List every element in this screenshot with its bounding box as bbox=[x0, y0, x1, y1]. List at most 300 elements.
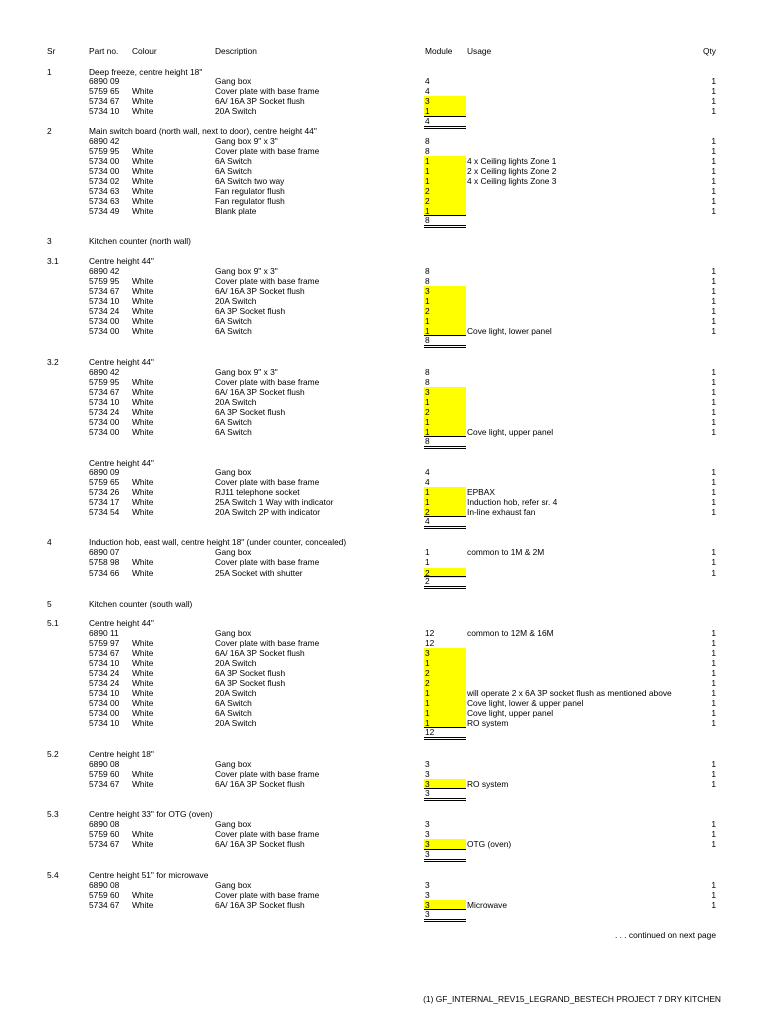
colour-cell: White bbox=[132, 769, 154, 779]
part-number: 5734 17 bbox=[89, 497, 120, 507]
module-cell: 2 bbox=[425, 568, 430, 578]
qty-cell: 1 bbox=[711, 839, 716, 849]
colour-cell: White bbox=[132, 196, 154, 206]
continued-note: . . . continued on next page bbox=[614, 930, 716, 940]
qty-cell: 1 bbox=[711, 96, 716, 106]
description-cell: Cover plate with base frame bbox=[215, 146, 320, 156]
usage-cell: EPBAX bbox=[467, 487, 495, 497]
part-number: 6890 08 bbox=[89, 880, 120, 890]
total-double-underline bbox=[424, 526, 466, 529]
section-title: Centre height 44" bbox=[89, 256, 154, 266]
module-cell: 3 bbox=[425, 819, 430, 829]
header-usage: Usage bbox=[467, 46, 492, 56]
module-cell: 1 bbox=[425, 326, 430, 336]
module-cell: 8 bbox=[425, 377, 430, 387]
qty-cell: 1 bbox=[711, 316, 716, 326]
module-highlight bbox=[424, 839, 466, 849]
module-highlight bbox=[424, 668, 466, 678]
description-cell: Cover plate with base frame bbox=[215, 477, 320, 487]
usage-cell: 4 x Ceiling lights Zone 1 bbox=[467, 156, 557, 166]
part-number: 5734 00 bbox=[89, 417, 120, 427]
total-double-underline bbox=[424, 859, 466, 862]
total-underline bbox=[424, 849, 466, 850]
part-number: 5759 97 bbox=[89, 638, 120, 648]
colour-cell: White bbox=[132, 156, 154, 166]
part-number: 5734 67 bbox=[89, 648, 120, 658]
description-cell: Gang box 9" x 3" bbox=[215, 136, 278, 146]
section-title: Kitchen counter (north wall) bbox=[89, 236, 191, 246]
module-cell: 1 bbox=[425, 497, 430, 507]
usage-cell: In-line exhaust fan bbox=[467, 507, 536, 517]
module-total: 8 bbox=[425, 436, 430, 446]
qty-cell: 1 bbox=[711, 829, 716, 839]
header-colour: Colour bbox=[132, 46, 157, 56]
row-sr: 3.1 bbox=[47, 256, 59, 266]
total-double-underline bbox=[424, 919, 466, 922]
description-cell: Gang box 9" x 3" bbox=[215, 367, 278, 377]
description-cell: 25A Switch 1 Way with indicator bbox=[215, 497, 334, 507]
part-number: 5734 24 bbox=[89, 306, 120, 316]
module-cell: 2 bbox=[425, 507, 430, 517]
part-number: 6890 42 bbox=[89, 136, 120, 146]
colour-cell: White bbox=[132, 507, 154, 517]
part-number: 5734 00 bbox=[89, 156, 120, 166]
qty-cell: 1 bbox=[711, 146, 716, 156]
description-cell: 6A/ 16A 3P Socket flush bbox=[215, 96, 305, 106]
module-highlight bbox=[424, 688, 466, 698]
row-sr: 3 bbox=[47, 236, 52, 246]
part-number: 6890 09 bbox=[89, 76, 120, 86]
description-cell: Gang box bbox=[215, 547, 252, 557]
part-number: 5734 26 bbox=[89, 487, 120, 497]
qty-cell: 1 bbox=[711, 136, 716, 146]
qty-cell: 1 bbox=[711, 678, 716, 688]
colour-cell: White bbox=[132, 176, 154, 186]
header-qty: Qty bbox=[702, 46, 716, 56]
module-highlight bbox=[424, 176, 466, 186]
description-cell: Cover plate with base frame bbox=[215, 377, 320, 387]
module-cell: 3 bbox=[425, 829, 430, 839]
description-cell: Cover plate with base frame bbox=[215, 829, 320, 839]
part-number: 5734 67 bbox=[89, 779, 120, 789]
description-cell: Gang box bbox=[215, 628, 252, 638]
qty-cell: 1 bbox=[711, 427, 716, 437]
qty-cell: 1 bbox=[711, 648, 716, 658]
qty-cell: 1 bbox=[711, 658, 716, 668]
module-cell: 1 bbox=[425, 718, 430, 728]
module-cell: 2 bbox=[425, 668, 430, 678]
section-title: Centre height 33" for OTG (oven) bbox=[89, 809, 213, 819]
qty-cell: 1 bbox=[711, 467, 716, 477]
description-cell: Gang box bbox=[215, 880, 252, 890]
colour-cell: White bbox=[132, 688, 154, 698]
colour-cell: White bbox=[132, 96, 154, 106]
part-number: 5734 00 bbox=[89, 708, 120, 718]
part-number: 5734 02 bbox=[89, 176, 120, 186]
colour-cell: White bbox=[132, 477, 154, 487]
module-cell: 3 bbox=[425, 286, 430, 296]
module-cell: 2 bbox=[425, 407, 430, 417]
description-cell: Gang box 9" x 3" bbox=[215, 266, 278, 276]
part-number: 5734 00 bbox=[89, 326, 120, 336]
qty-cell: 1 bbox=[711, 367, 716, 377]
module-cell: 1 bbox=[425, 417, 430, 427]
part-number: 5759 65 bbox=[89, 86, 120, 96]
description-cell: 20A Switch bbox=[215, 106, 257, 116]
module-cell: 1 bbox=[425, 106, 430, 116]
module-cell: 4 bbox=[425, 467, 430, 477]
part-number: 5758 98 bbox=[89, 557, 120, 567]
colour-cell: White bbox=[132, 106, 154, 116]
total-double-underline bbox=[424, 345, 466, 348]
colour-cell: White bbox=[132, 497, 154, 507]
module-cell: 1 bbox=[425, 206, 430, 216]
module-total: 4 bbox=[425, 516, 430, 526]
qty-cell: 1 bbox=[711, 387, 716, 397]
module-cell: 1 bbox=[425, 316, 430, 326]
colour-cell: White bbox=[132, 568, 154, 578]
module-highlight bbox=[424, 658, 466, 668]
part-number: 5759 60 bbox=[89, 890, 120, 900]
part-number: 5759 95 bbox=[89, 146, 120, 156]
description-cell: 6A/ 16A 3P Socket flush bbox=[215, 900, 305, 910]
part-number: 5734 66 bbox=[89, 568, 120, 578]
description-cell: 6A Switch bbox=[215, 166, 252, 176]
description-cell: Gang box bbox=[215, 819, 252, 829]
module-highlight bbox=[424, 156, 466, 166]
header-module: Module bbox=[425, 46, 453, 56]
part-number: 6890 08 bbox=[89, 759, 120, 769]
module-total: 3 bbox=[425, 788, 430, 798]
module-highlight bbox=[424, 397, 466, 407]
qty-cell: 1 bbox=[711, 176, 716, 186]
part-number: 5734 00 bbox=[89, 427, 120, 437]
description-cell: Cover plate with base frame bbox=[215, 276, 320, 286]
description-cell: 6A Switch bbox=[215, 326, 252, 336]
qty-cell: 1 bbox=[711, 417, 716, 427]
description-cell: Cover plate with base frame bbox=[215, 557, 320, 567]
module-total: 8 bbox=[425, 215, 430, 225]
total-underline bbox=[424, 788, 466, 789]
module-cell: 1 bbox=[425, 708, 430, 718]
module-highlight bbox=[424, 296, 466, 306]
description-cell: 20A Switch bbox=[215, 397, 257, 407]
row-sr: 3.2 bbox=[47, 357, 59, 367]
module-cell: 1 bbox=[425, 557, 430, 567]
module-cell: 8 bbox=[425, 266, 430, 276]
qty-cell: 1 bbox=[711, 407, 716, 417]
total-double-underline bbox=[424, 446, 466, 449]
qty-cell: 1 bbox=[711, 568, 716, 578]
colour-cell: White bbox=[132, 86, 154, 96]
colour-cell: White bbox=[132, 658, 154, 668]
part-number: 6890 42 bbox=[89, 367, 120, 377]
qty-cell: 1 bbox=[711, 698, 716, 708]
module-highlight bbox=[424, 306, 466, 316]
module-total: 12 bbox=[425, 727, 435, 737]
description-cell: 20A Switch bbox=[215, 688, 257, 698]
description-cell: 6A/ 16A 3P Socket flush bbox=[215, 779, 305, 789]
header-description: Description bbox=[215, 46, 257, 56]
colour-cell: White bbox=[132, 296, 154, 306]
part-number: 5734 67 bbox=[89, 900, 120, 910]
qty-cell: 1 bbox=[711, 156, 716, 166]
part-number: 5734 00 bbox=[89, 316, 120, 326]
module-highlight bbox=[424, 316, 466, 326]
colour-cell: White bbox=[132, 648, 154, 658]
module-cell: 1 bbox=[425, 397, 430, 407]
module-total: 8 bbox=[425, 335, 430, 345]
module-cell: 1 bbox=[425, 547, 430, 557]
total-underline bbox=[424, 516, 466, 517]
usage-cell: Cove light, upper panel bbox=[467, 427, 554, 437]
section-title: Centre height 51" for microwave bbox=[89, 870, 209, 880]
module-cell: 2 bbox=[425, 186, 430, 196]
module-highlight bbox=[424, 407, 466, 417]
module-highlight bbox=[424, 497, 466, 507]
usage-cell: Cove light, upper panel bbox=[467, 708, 554, 718]
part-number: 5734 67 bbox=[89, 387, 120, 397]
qty-cell: 1 bbox=[711, 326, 716, 336]
part-number: 6890 11 bbox=[89, 628, 119, 638]
usage-cell: RO system bbox=[467, 779, 509, 789]
colour-cell: White bbox=[132, 487, 154, 497]
description-cell: 20A Switch bbox=[215, 718, 257, 728]
module-highlight bbox=[424, 166, 466, 176]
row-sr: 4 bbox=[47, 537, 52, 547]
module-highlight bbox=[424, 196, 466, 206]
description-cell: 25A Socket with shutter bbox=[215, 568, 303, 578]
colour-cell: White bbox=[132, 377, 154, 387]
module-highlight bbox=[424, 286, 466, 296]
row-sr: 5.1 bbox=[47, 618, 59, 628]
module-cell: 1 bbox=[425, 166, 430, 176]
usage-cell: common to 1M & 2M bbox=[467, 547, 545, 557]
description-cell: 6A/ 16A 3P Socket flush bbox=[215, 387, 305, 397]
qty-cell: 1 bbox=[711, 266, 716, 276]
qty-cell: 1 bbox=[711, 880, 716, 890]
module-cell: 8 bbox=[425, 276, 430, 286]
part-number: 6890 09 bbox=[89, 467, 120, 477]
description-cell: Fan regulator flush bbox=[215, 196, 285, 206]
part-number: 5734 10 bbox=[89, 718, 120, 728]
total-double-underline bbox=[424, 586, 466, 589]
part-number: 5734 67 bbox=[89, 286, 120, 296]
part-number: 6890 07 bbox=[89, 547, 120, 557]
qty-cell: 1 bbox=[711, 286, 716, 296]
total-double-underline bbox=[424, 798, 466, 801]
total-double-underline bbox=[424, 737, 466, 740]
qty-cell: 1 bbox=[711, 819, 716, 829]
total-underline bbox=[424, 335, 466, 336]
colour-cell: White bbox=[132, 286, 154, 296]
total-underline bbox=[424, 909, 466, 910]
module-cell: 3 bbox=[425, 759, 430, 769]
colour-cell: White bbox=[132, 668, 154, 678]
row-sr: 2 bbox=[47, 126, 52, 136]
module-total: 2 bbox=[425, 576, 430, 586]
qty-cell: 1 bbox=[711, 547, 716, 557]
module-cell: 1 bbox=[425, 156, 430, 166]
part-number: 5734 10 bbox=[89, 397, 120, 407]
header-part-no: Part no. bbox=[89, 46, 119, 56]
total-underline bbox=[424, 576, 466, 577]
section-title: Kitchen counter (south wall) bbox=[89, 599, 193, 609]
part-number: 5734 49 bbox=[89, 206, 120, 216]
module-highlight bbox=[424, 648, 466, 658]
module-cell: 1 bbox=[425, 688, 430, 698]
row-sr: 5 bbox=[47, 599, 52, 609]
total-double-underline bbox=[424, 126, 466, 129]
qty-cell: 1 bbox=[711, 296, 716, 306]
colour-cell: White bbox=[132, 387, 154, 397]
module-cell: 1 bbox=[425, 176, 430, 186]
description-cell: Gang box bbox=[215, 76, 252, 86]
colour-cell: White bbox=[132, 146, 154, 156]
colour-cell: White bbox=[132, 306, 154, 316]
usage-cell: 2 x Ceiling lights Zone 2 bbox=[467, 166, 557, 176]
description-cell: RJ11 telephone socket bbox=[215, 487, 300, 497]
module-cell: 3 bbox=[425, 387, 430, 397]
module-cell: 4 bbox=[425, 477, 430, 487]
module-cell: 3 bbox=[425, 839, 430, 849]
part-number: 6890 08 bbox=[89, 819, 120, 829]
module-cell: 3 bbox=[425, 96, 430, 106]
qty-cell: 1 bbox=[711, 900, 716, 910]
part-number: 5734 00 bbox=[89, 166, 120, 176]
description-cell: 6A Switch bbox=[215, 316, 252, 326]
description-cell: 6A/ 16A 3P Socket flush bbox=[215, 648, 305, 658]
part-number: 5759 65 bbox=[89, 477, 120, 487]
part-number: 5734 10 bbox=[89, 106, 120, 116]
colour-cell: White bbox=[132, 427, 154, 437]
qty-cell: 1 bbox=[711, 718, 716, 728]
module-total: 3 bbox=[425, 849, 430, 859]
colour-cell: White bbox=[132, 326, 154, 336]
module-cell: 4 bbox=[425, 76, 430, 86]
qty-cell: 1 bbox=[711, 397, 716, 407]
colour-cell: White bbox=[132, 708, 154, 718]
description-cell: Cover plate with base frame bbox=[215, 890, 320, 900]
colour-cell: White bbox=[132, 407, 154, 417]
module-cell: 3 bbox=[425, 779, 430, 789]
qty-cell: 1 bbox=[711, 688, 716, 698]
section-title: Centre height 44" bbox=[89, 458, 154, 468]
description-cell: 20A Switch bbox=[215, 658, 257, 668]
description-cell: 6A/ 16A 3P Socket flush bbox=[215, 286, 305, 296]
qty-cell: 1 bbox=[711, 106, 716, 116]
description-cell: 6A 3P Socket flush bbox=[215, 407, 286, 417]
section-title: Deep freeze, centre height 18" bbox=[89, 67, 203, 77]
usage-cell: OTG (oven) bbox=[467, 839, 512, 849]
qty-cell: 1 bbox=[711, 276, 716, 286]
usage-cell: RO system bbox=[467, 718, 509, 728]
qty-cell: 1 bbox=[711, 186, 716, 196]
page-footer: (1) GF_INTERNAL_REV15_LEGRAND_BESTECH PROJECT 7 DRY KITCHEN bbox=[423, 994, 721, 1004]
usage-cell: 4 x Ceiling lights Zone 3 bbox=[467, 176, 557, 186]
module-cell: 12 bbox=[425, 628, 435, 638]
part-number: 5759 95 bbox=[89, 377, 120, 387]
module-cell: 4 bbox=[425, 86, 430, 96]
description-cell: 6A Switch bbox=[215, 708, 252, 718]
module-highlight bbox=[424, 186, 466, 196]
colour-cell: White bbox=[132, 557, 154, 567]
part-number: 5734 24 bbox=[89, 678, 120, 688]
description-cell: Blank plate bbox=[215, 206, 257, 216]
module-cell: 3 bbox=[425, 648, 430, 658]
module-highlight bbox=[424, 678, 466, 688]
qty-cell: 1 bbox=[711, 668, 716, 678]
module-highlight bbox=[424, 106, 466, 116]
description-cell: Fan regulator flush bbox=[215, 186, 285, 196]
part-number: 5734 67 bbox=[89, 839, 120, 849]
part-number: 5734 54 bbox=[89, 507, 120, 517]
description-cell: 6A 3P Socket flush bbox=[215, 668, 286, 678]
module-cell: 8 bbox=[425, 146, 430, 156]
qty-cell: 1 bbox=[711, 76, 716, 86]
module-cell: 3 bbox=[425, 769, 430, 779]
part-number: 5734 24 bbox=[89, 407, 120, 417]
module-cell: 1 bbox=[425, 296, 430, 306]
part-number: 5759 60 bbox=[89, 769, 120, 779]
row-sr: 5.2 bbox=[47, 749, 59, 759]
section-title: Centre height 18" bbox=[89, 749, 154, 759]
row-sr: 5.3 bbox=[47, 809, 59, 819]
usage-cell: will operate 2 x 6A 3P socket flush as mentioned above bbox=[467, 688, 672, 698]
part-number: 5734 00 bbox=[89, 698, 120, 708]
colour-cell: White bbox=[132, 890, 154, 900]
part-number: 5759 95 bbox=[89, 276, 120, 286]
description-cell: 6A 3P Socket flush bbox=[215, 678, 286, 688]
module-cell: 12 bbox=[425, 638, 435, 648]
colour-cell: White bbox=[132, 397, 154, 407]
module-highlight bbox=[424, 487, 466, 497]
qty-cell: 1 bbox=[711, 166, 716, 176]
colour-cell: White bbox=[132, 829, 154, 839]
description-cell: 6A Switch bbox=[215, 427, 252, 437]
module-highlight bbox=[424, 417, 466, 427]
description-cell: 6A Switch bbox=[215, 698, 252, 708]
section-title: Main switch board (north wall, next to door), centre height 44" bbox=[89, 126, 317, 136]
part-number: 5734 10 bbox=[89, 658, 120, 668]
qty-cell: 1 bbox=[711, 769, 716, 779]
colour-cell: White bbox=[132, 316, 154, 326]
description-cell: 20A Switch 2P with indicator bbox=[215, 507, 321, 517]
part-number: 5734 10 bbox=[89, 296, 120, 306]
module-highlight bbox=[424, 387, 466, 397]
part-number: 5734 24 bbox=[89, 668, 120, 678]
colour-cell: White bbox=[132, 186, 154, 196]
description-cell: Gang box bbox=[215, 467, 252, 477]
part-number: 5734 63 bbox=[89, 196, 120, 206]
total-underline bbox=[424, 116, 466, 117]
usage-cell: Cove light, lower panel bbox=[467, 326, 552, 336]
description-cell: 20A Switch bbox=[215, 296, 257, 306]
description-cell: Cover plate with base frame bbox=[215, 769, 320, 779]
qty-cell: 1 bbox=[711, 306, 716, 316]
part-number: 6890 42 bbox=[89, 266, 120, 276]
colour-cell: White bbox=[132, 718, 154, 728]
description-cell: 6A/ 16A 3P Socket flush bbox=[215, 839, 305, 849]
colour-cell: White bbox=[132, 638, 154, 648]
colour-cell: White bbox=[132, 417, 154, 427]
qty-cell: 1 bbox=[711, 507, 716, 517]
module-cell: 2 bbox=[425, 196, 430, 206]
module-total: 4 bbox=[425, 116, 430, 126]
module-cell: 3 bbox=[425, 900, 430, 910]
usage-cell: Microwave bbox=[467, 900, 508, 910]
row-sr: 5.4 bbox=[47, 870, 59, 880]
